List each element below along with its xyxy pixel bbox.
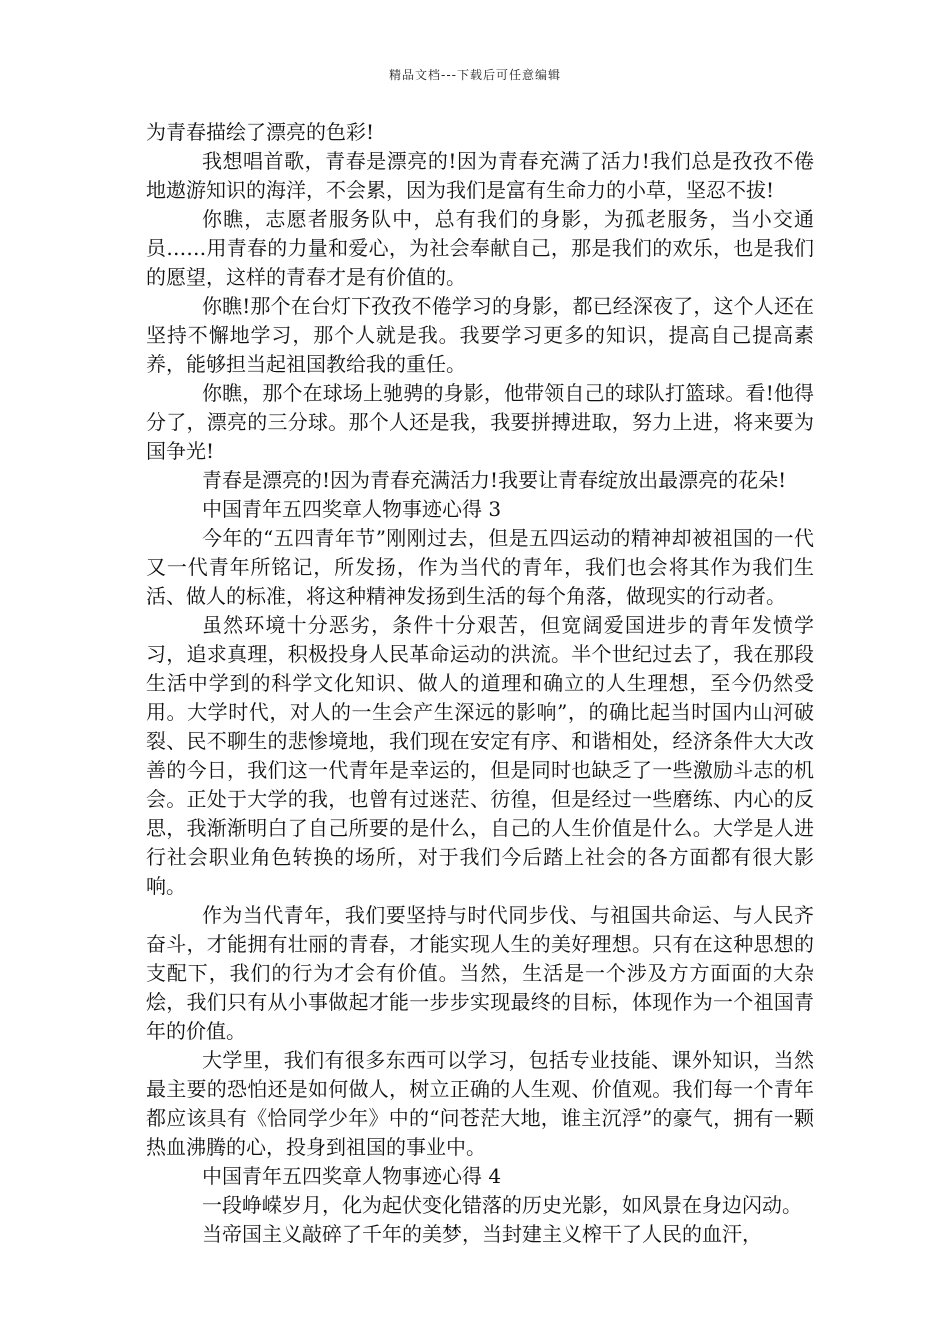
- paragraph: 一段峥嵘岁月，化为起伏变化错落的历史光影，如风景在身边闪动。: [202, 1193, 802, 1217]
- paragraph: 你瞧，那个在球场上驰骋的身影，他带领自己的球队打篮球。看!他得分了，漂亮的三分球。那个人还是我，我要拼搏进取，努力上进，将来要为国争光!: [146, 381, 814, 463]
- section-heading: 中国青年五四奖章人物事迹心得 3: [202, 497, 502, 521]
- section-heading: 中国青年五四奖章人物事迹心得 4: [202, 1164, 502, 1188]
- paragraph: 当帝国主义敲碎了千年的美梦，当封建主义榨干了人民的血汗，: [202, 1222, 762, 1246]
- paragraph-continued: 为青春描绘了漂亮的色彩!: [146, 120, 375, 144]
- paragraph: 今年的“五四青年节”刚刚过去，但是五四运动的精神却被祖国的一代又一代青年所铭记，所发扬，作为当代的青年，我们也会将其作为我们生活、做人的标准，将这种精神发扬到生活的每个角落，做现实的行动者。: [146, 526, 814, 608]
- paragraph: 大学里，我们有很多东西可以学习，包括专业技能、课外知识，当然最主要的恐怕还是如何做人，树立正确的人生观、价值观。我们每一个青年都应该具有《恰同学少年》中的“问苍茫大地，谁主沉浮”的豪气，拥有一颗热血沸腾的心，投身到祖国的事业中。: [146, 1048, 814, 1159]
- document-body: [146, 118, 814, 1249]
- page-header: 精品文档---下载后可任意编辑: [389, 68, 561, 82]
- paragraph: 作为当代青年，我们要坚持与时代同步伐、与祖国共命运、与人民齐奋斗，才能拥有壮丽的青春，才能实现人生的美好理想。只有在这种思想的支配下，我们的行为才会有价值。当然，生活是一个涉及方方面面的大杂烩，我们只有从小事做起才能一步步实现最终的目标，体现作为一个祖国青年的价值。: [146, 903, 814, 1043]
- paragraph: 虽然环境十分恶劣，条件十分艰苦，但宽阔爱国进步的青年发愤学习，追求真理，积极投身人民革命运动的洪流。半个世纪过去了，我在那段生活中学到的科学文化知识、做人的道理和确立的人生理想，至今仍然受用。大学时代，对人的一生会产生深远的影响”，的确比起当时国内山河破裂、民不聊生的悲惨境地，我们现在安定有序、和谐相处，经济条件大大改善的今日，我们这一代青年是幸运的，但是同时也缺乏了一些激励斗志的机会。正处于大学的我，也曾有过迷茫、彷徨，但是经过一些磨练、内心的反思，我渐渐明白了自己所要的是什么，自己的人生价值是什么。大学是人进行社会职业角色转换的场所，对于我们今后踏上社会的各方面都有很大影响。: [146, 613, 814, 898]
- paragraph: 你瞧，志愿者服务队中，总有我们的身影，为孤老服务，当小交通员……用青春的力量和爱心，为社会奉献自己，那是我们的欢乐，也是我们的愿望，这样的青春才是有价值的。: [146, 207, 814, 289]
- paragraph: 青春是漂亮的!因为青春充满活力!我要让青春绽放出最漂亮的花朵!: [202, 468, 787, 492]
- paragraph: 我想唱首歌，青春是漂亮的!因为青春充满了活力!我们总是孜孜不倦地遨游知识的海洋，不会累，因为我们是富有生命力的小草，坚忍不拔!: [146, 149, 814, 202]
- paragraph: 你瞧!那个在台灯下孜孜不倦学习的身影，都已经深夜了，这个人还在坚持不懈地学习，那个人就是我。我要学习更多的知识，提高自己提高素养，能够担当起祖国教给我的重任。: [146, 294, 814, 376]
